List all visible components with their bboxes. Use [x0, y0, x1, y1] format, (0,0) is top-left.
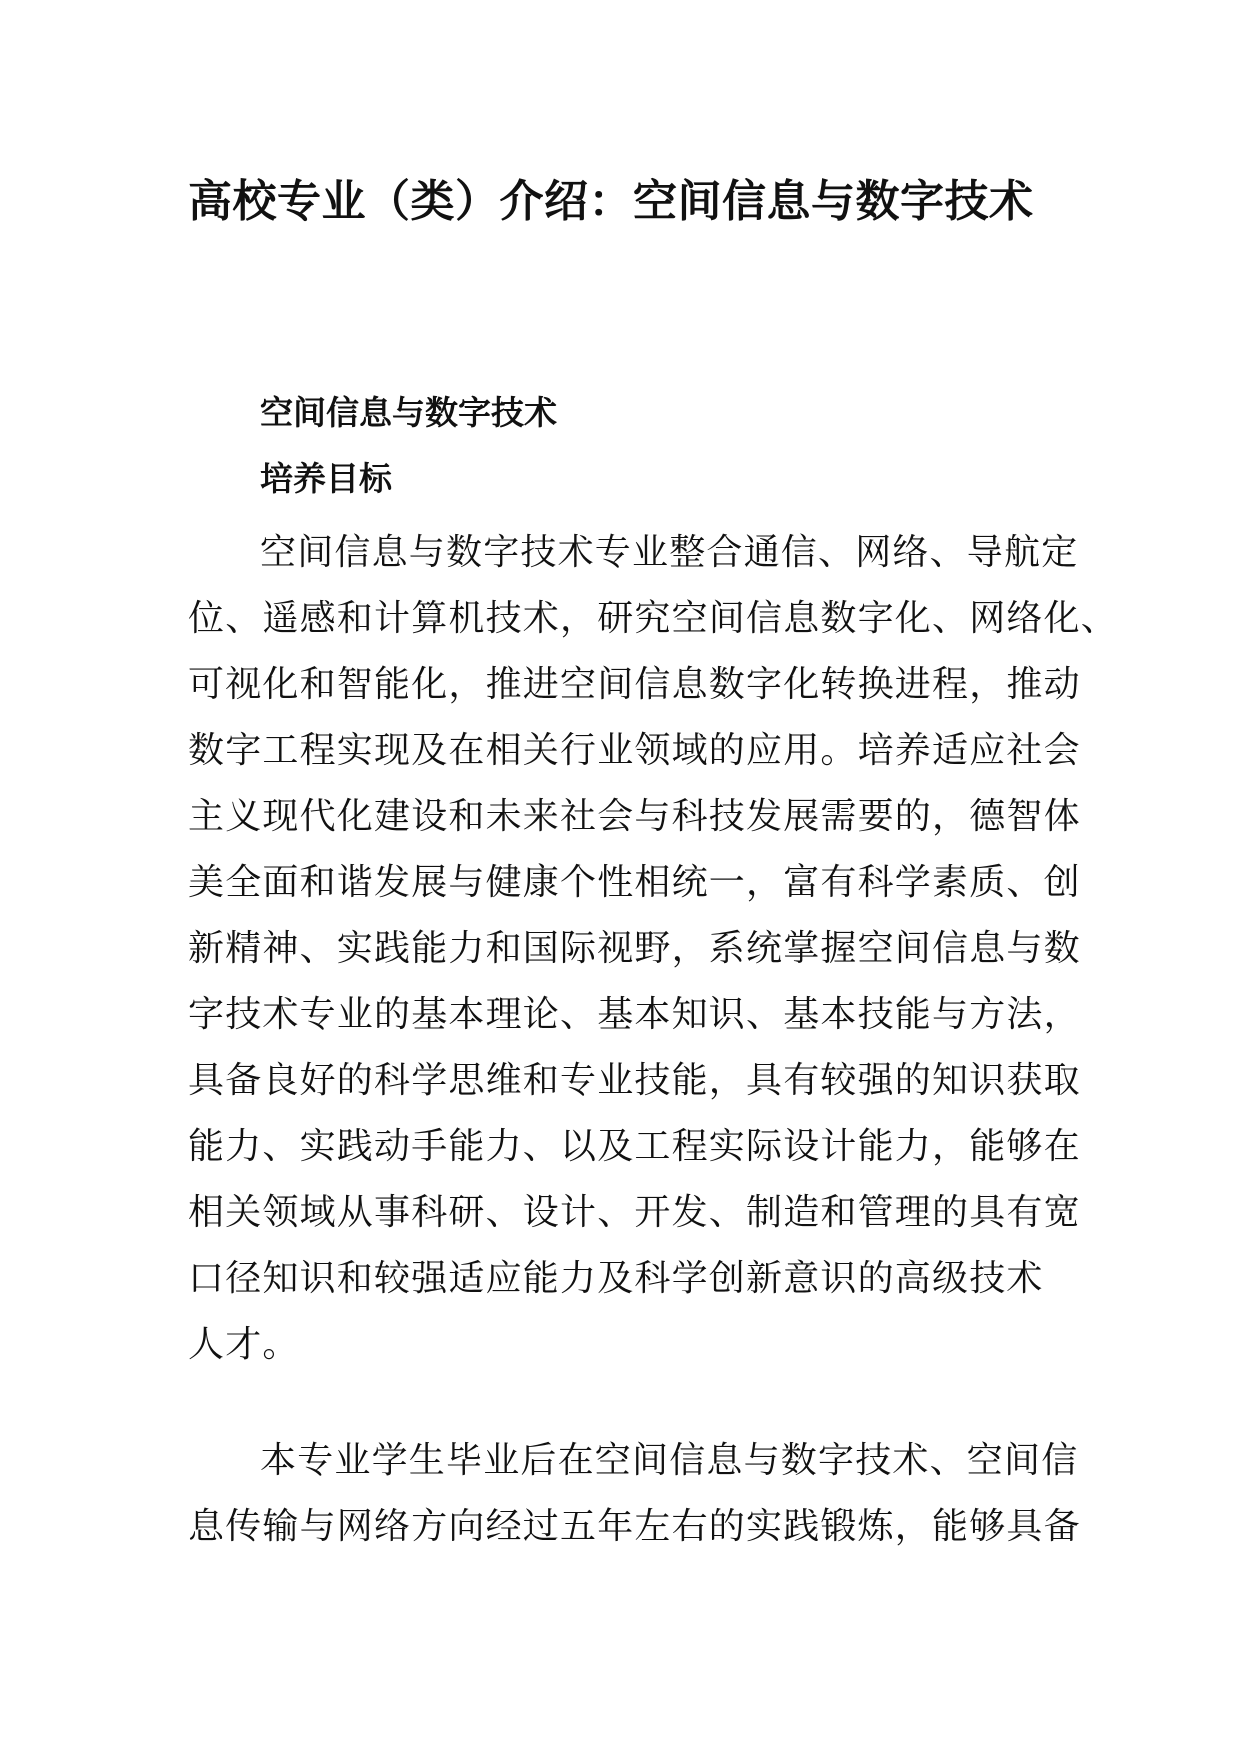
paragraph-line: 能力、实践动手能力、以及工程实际设计能力，能够在 [188, 1126, 1081, 1167]
paragraph-line: 相关领域从事科研、设计、开发、制造和管理的具有宽 [188, 1192, 1081, 1233]
paragraph-line: 空间信息与数字技术专业整合通信、网络、导航定 [260, 532, 1079, 573]
training-goal-heading: 培养目标 [260, 459, 392, 498]
paragraph-line: 具备良好的科学思维和专业技能，具有较强的知识获取 [188, 1060, 1081, 1101]
paragraph-line: 美全面和谐发展与健康个性相统一，富有科学素质、创 [188, 862, 1081, 903]
paragraph-line: 息传输与网络方向经过五年左右的实践锻炼，能够具备 [188, 1506, 1081, 1547]
paragraph-training-goal [188, 520, 1119, 1378]
paragraph-line: 主义现代化建设和未来社会与科技发展需要的，德智体 [188, 796, 1081, 837]
paragraph-line: 位、遥感和计算机技术，研究空间信息数字化、网络化、 [188, 598, 1119, 639]
paragraph-line: 本专业学生毕业后在空间信息与数字技术、空间信 [260, 1440, 1079, 1481]
paragraph-line: 可视化和智能化，推进空间信息数字化转换进程，推动 [188, 664, 1081, 705]
paragraph-line: 人才。 [188, 1324, 300, 1365]
major-heading: 空间信息与数字技术 [260, 393, 557, 432]
paragraph-line: 字技术专业的基本理论、基本知识、基本技能与方法， [188, 994, 1081, 1035]
paragraph-line: 口径知识和较强适应能力及科学创新意识的高级技术 [188, 1258, 1044, 1299]
document-title: 高校专业（类）介绍：空间信息与数字技术 [188, 176, 1034, 227]
paragraph-line: 数字工程实现及在相关行业领域的应用。培养适应社会 [188, 730, 1081, 771]
paragraph-graduate-outlook [188, 1428, 1081, 1560]
paragraph-line: 新精神、实践能力和国际视野，系统掌握空间信息与数 [188, 928, 1081, 969]
